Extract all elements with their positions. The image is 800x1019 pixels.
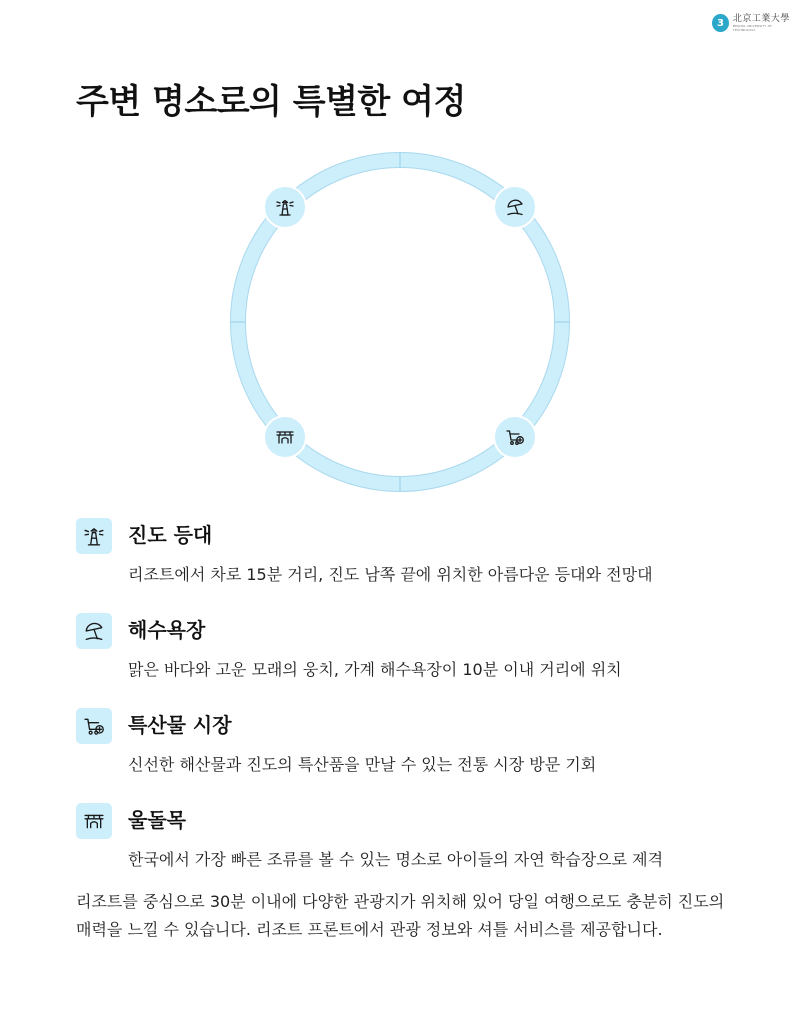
feature-title: 해수욕장 <box>128 618 206 642</box>
ring-node-lighthouse[interactable] <box>264 186 306 228</box>
lighthouse-icon <box>84 526 104 546</box>
logo <box>712 12 792 34</box>
feature-icon-box <box>76 803 112 839</box>
logo-text <box>733 14 792 32</box>
feature-icon-box <box>76 518 112 554</box>
feature-title: 진도 등대 <box>128 523 213 547</box>
feature-icon-box <box>76 613 112 649</box>
feature-description: 맑은 바다와 고운 모래의 웅치, 가계 해수욕장이 10분 이내 거리에 위치 <box>128 660 622 679</box>
logo-main-text: 北京工業大學 <box>732 14 790 24</box>
feature-title: 특산물 시장 <box>128 713 232 737</box>
ring-node-beach[interactable] <box>494 186 536 228</box>
feature-description: 리조트에서 차로 15분 거리, 진도 남쪽 끝에 위치한 아름다운 등대와 전망대 <box>128 565 653 584</box>
feature-title: 울돌목 <box>128 808 186 832</box>
feature-uldolmok <box>76 803 736 898</box>
bridge-icon <box>84 811 104 831</box>
page-title: 주변 명소로의 특별한 여정 <box>76 82 466 122</box>
logo-mark: 3 <box>712 14 729 32</box>
feature-description: 한국에서 가장 빠른 조류를 볼 수 있는 명소로 아이들의 자연 학습장으로 제격 <box>128 850 664 869</box>
logo-sub-text: BEIJING UNIVERSITY OF TECHNOLOGY <box>732 24 773 32</box>
ring-node-market[interactable] <box>494 416 536 458</box>
market-cart-icon <box>84 716 104 736</box>
feature-market <box>76 708 736 803</box>
beach-umbrella-icon <box>84 621 104 641</box>
feature-icon-box <box>76 708 112 744</box>
feature-list <box>76 518 736 898</box>
feature-description: 신선한 해산물과 진도의 특산품을 만날 수 있는 전통 시장 방문 기회 <box>128 755 597 774</box>
feature-lighthouse <box>76 518 736 613</box>
feature-beach <box>76 613 736 708</box>
attraction-ring-diagram <box>228 150 572 494</box>
ring-node-bridge[interactable] <box>264 416 306 458</box>
summary-text: 리조트를 중심으로 30분 이내에 다양한 관광지가 위치해 있어 당일 여행으로도 충분히 진도의 매력을 느낄 수 있습니다. 리조트 프론트에서 관광 정보와 셔틀 서비스를 제공합니다. <box>76 892 725 939</box>
